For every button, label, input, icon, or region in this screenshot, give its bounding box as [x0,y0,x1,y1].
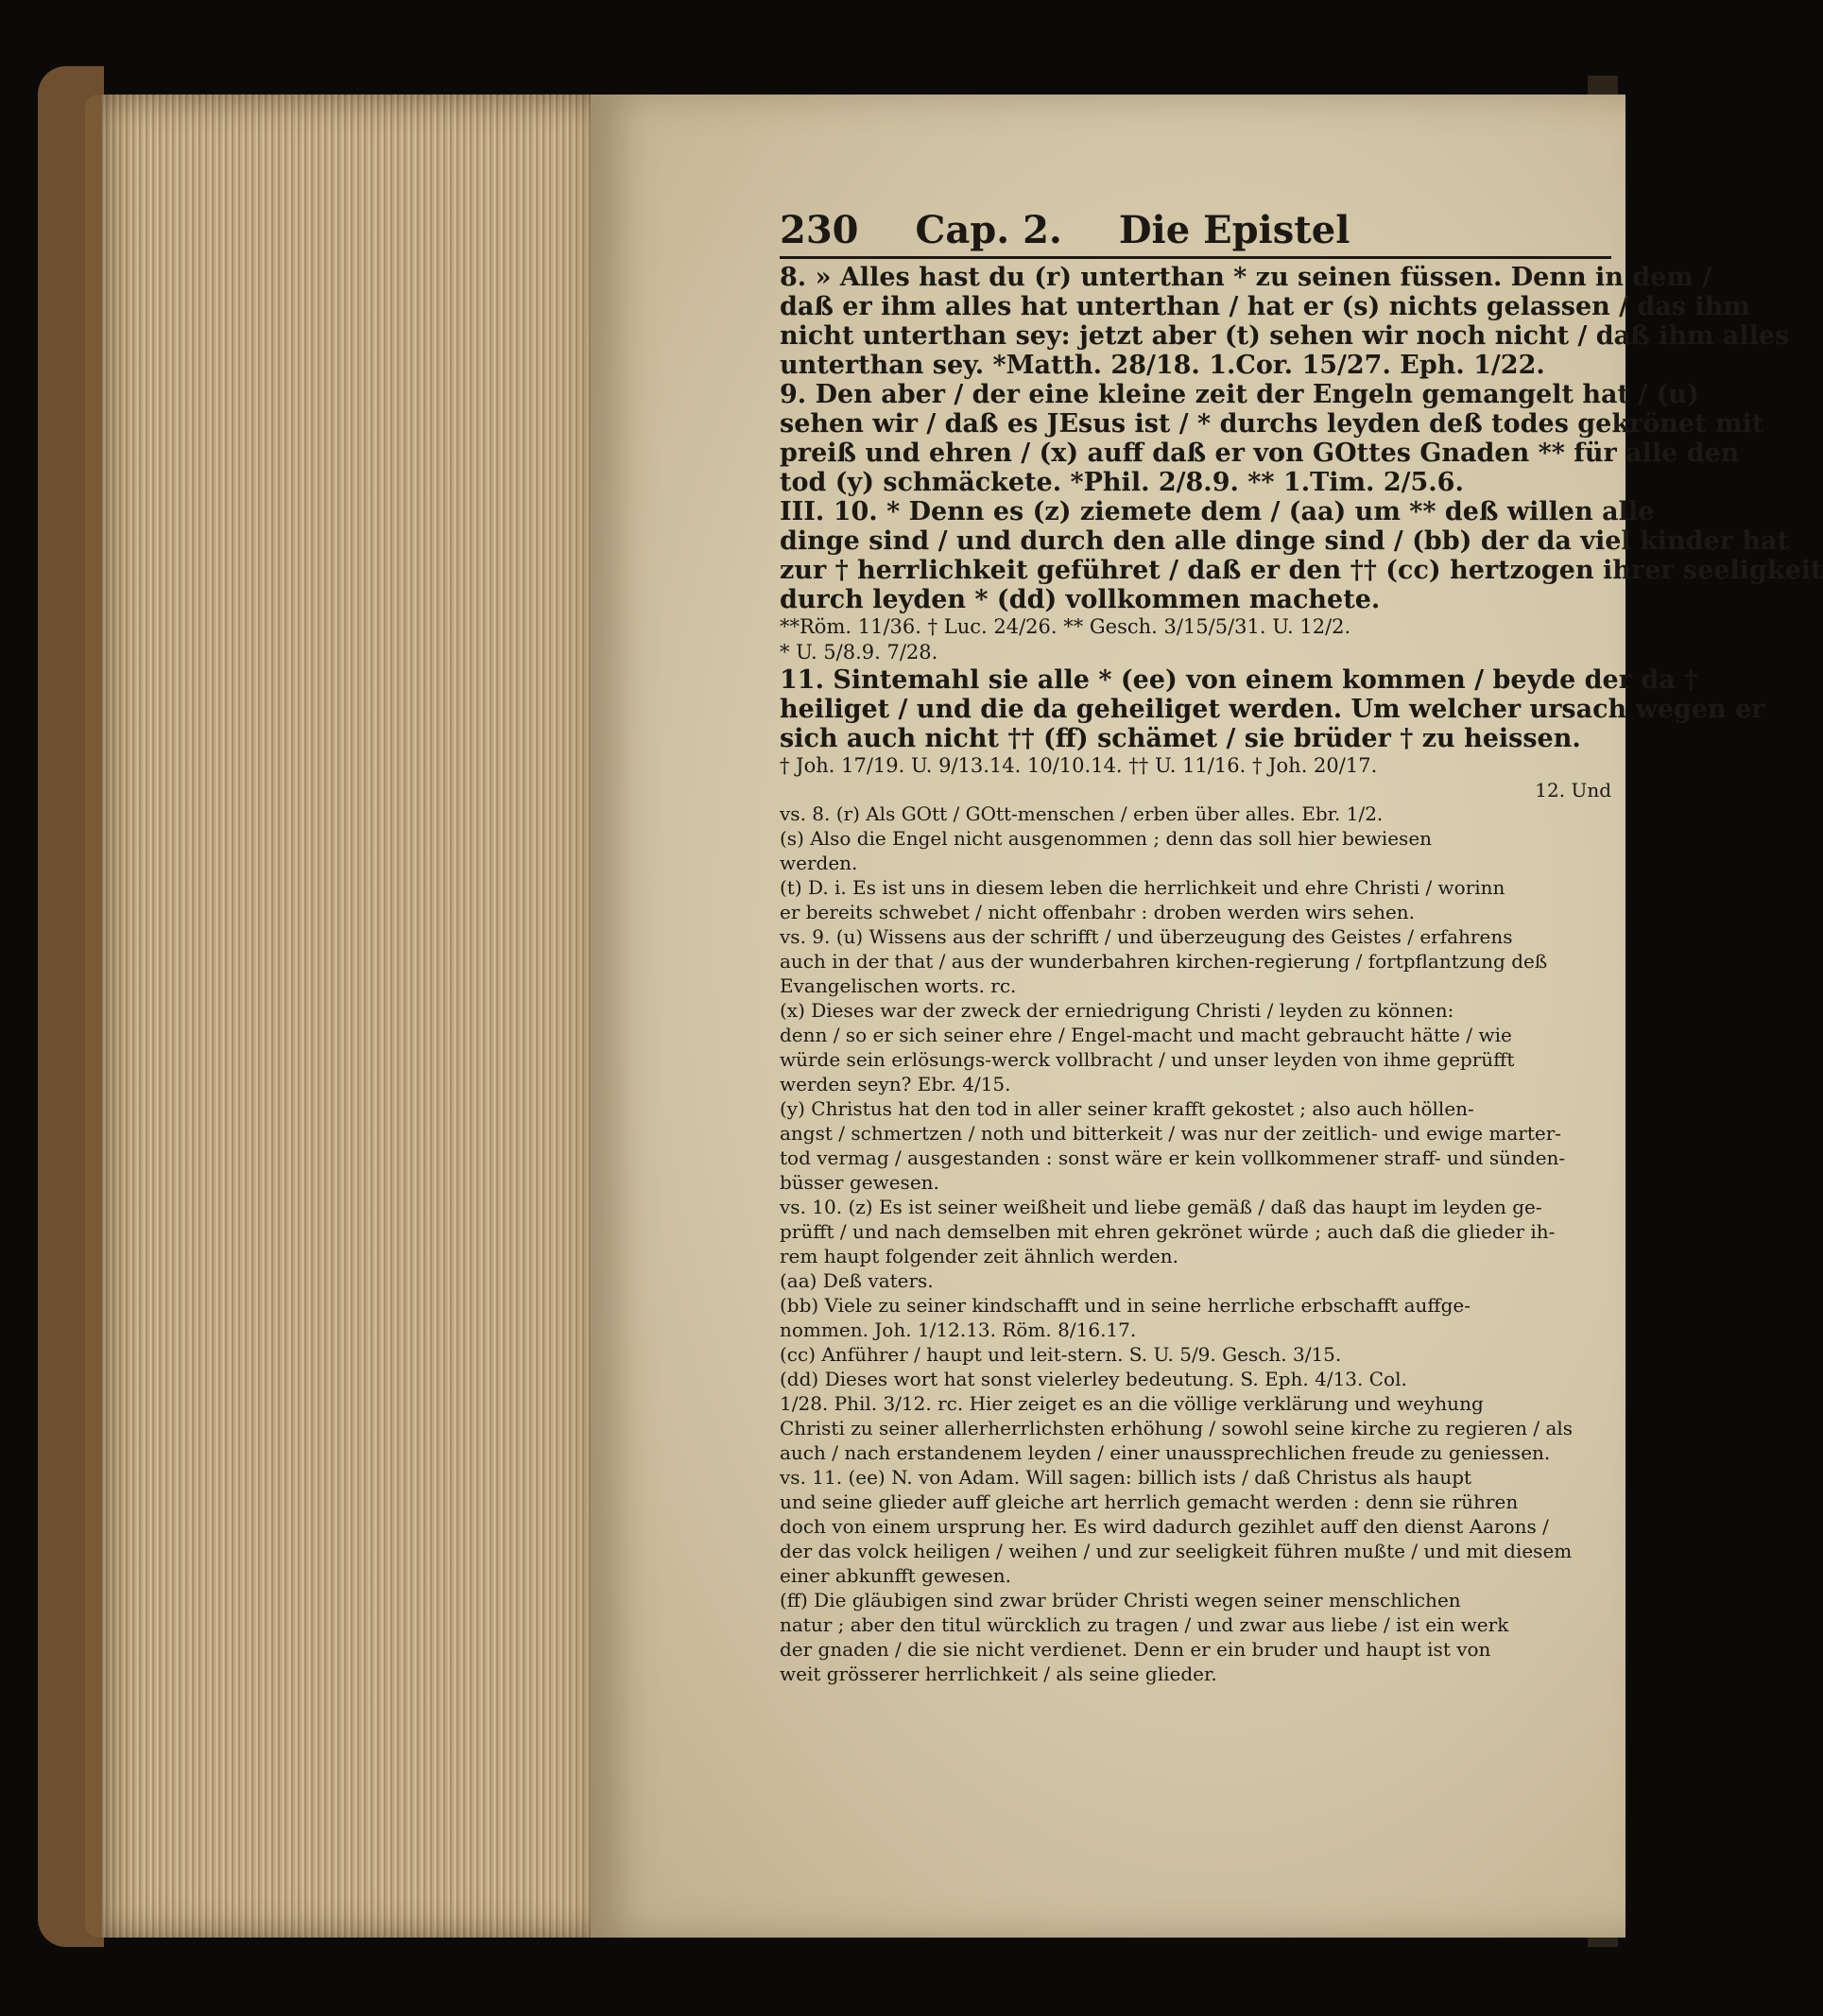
text-line: vs. 10. (z) Es ist seiner weißheit und liebe gemäß / daß das haupt im leyden ge- [780,1196,1542,1218]
text-line: (cc) Anführer / haupt und leit-stern. S. U. 5/9. Gesch. 3/15. [780,1343,1342,1366]
text-line: tod (y) schmäckete. *Phil. 2/8.9. ** 1.Tim. 2/5.6. [780,468,1464,497]
text-line: einer abkunfft gewesen. [780,1564,1012,1587]
page-edges [85,95,603,1938]
text-line: * U. 5/8.9. 7/28. [780,641,938,663]
text-line: III. 10. * Denn es (z) ziemete dem / (aa) um ** deß willen alle [780,497,1655,526]
text-line: zur † herrlichkeit geführet / daß er den †† (cc) hertzogen ihrer seeligkeit [780,556,1823,585]
references-1 [780,614,1611,665]
text-line: doch von einem ursprung her. Es wird dadurch gezihlet auff den dienst Aarons / [780,1515,1549,1538]
text-line: daß er ihm alles hat unterthan / hat er (s) nichts gelassen / das ihm [780,292,1750,321]
text-line: tod vermag / ausgestanden : sonst wäre er kein vollkommener straff- und sünden- [780,1146,1566,1169]
text-line: er bereits schwebet / nicht offenbahr : droben werden wirs sehen. [780,901,1416,923]
text-line: sich auch nicht †† (ff) schämet / sie brüder † zu heissen. [780,724,1581,753]
references-2 [780,753,1611,779]
text-line: prüfft / und nach demselben mit ehren gekrönet würde ; auch daß die glieder ih- [780,1220,1556,1243]
text-line: auch in der that / aus der wunderbahren kirchen-regierung / fortpflantzung deß [780,950,1548,973]
text-line: 11. Sintemahl sie alle * (ee) von einem kommen / beyde der da † [780,665,1698,695]
text-line: weit grösserer herrlichkeit / als seine glieder. [780,1663,1217,1685]
text-line: büsser gewesen. [780,1171,939,1194]
text-line: 1/28. Phil. 3/12. rc. Hier zeiget es an die völlige verklärung und weyhung [780,1392,1484,1415]
text-line: natur ; aber den titul würcklich zu tragen / und zwar aus liebe / ist ein werk [780,1613,1509,1636]
text-line: vs. 9. (u) Wissens aus der schrifft / und überzeugung des Geistes / erfahrens [780,925,1513,948]
text-line: der gnaden / die sie nicht verdienet. Denn er ein bruder und haupt ist von [780,1638,1491,1661]
text-line: und seine glieder auff gleiche art herrlich gemacht werden : denn sie rühren [780,1490,1519,1513]
text-line: rem haupt folgender zeit ähnlich werden. [780,1245,1178,1267]
commentary-notes [780,801,1611,1686]
text-line: Christi zu seiner allerherrlichsten erhöhung / sowohl seine kirche zu regieren / als [780,1417,1574,1439]
text-line: (t) D. i. Es ist uns in diesem leben die herrlichkeit und ehre Christi / worinn [780,876,1505,899]
text-line: (dd) Dieses wort hat sonst vielerley bedeutung. S. Eph. 4/13. Col. [780,1368,1407,1390]
text-line: werden. [780,852,858,874]
text-line: nommen. Joh. 1/12.13. Röm. 8/16.17. [780,1318,1137,1341]
text-line: 9. Den aber / der eine kleine zeit der Engeln gemangelt hat / (u) [780,380,1699,409]
text-line: (ff) Die gläubigen sind zwar brüder Christi wegen seiner menschlichen [780,1589,1461,1611]
main-text [780,263,1823,614]
text-line: auch / nach erstandenem leyden / einer unaussprechlichen freude zu geniessen. [780,1441,1551,1464]
text-line: **Röm. 11/36. † Luc. 24/26. ** Gesch. 3/15/5/31. U. 12/2. [780,615,1351,638]
main-text-2 [780,665,1765,753]
text-line: Evangelischen worts. rc. [780,974,1017,997]
page-text [780,208,1823,1686]
catchword: 12. Und [1535,779,1611,801]
text-line: (y) Christus hat den tod in aller seiner krafft gekostet ; also auch höllen- [780,1097,1474,1120]
text-line: (bb) Viele zu seiner kindschafft und in seine herrliche erbschafft auffge- [780,1294,1470,1317]
text-line: (x) Dieses war der zweck der erniedrigung Christi / leyden zu können: [780,999,1454,1022]
text-line: vs. 8. (r) Als GOtt / GOtt-menschen / erben über alles. Ebr. 1/2. [780,802,1384,825]
running-header [780,208,1611,259]
text-line: preiß und ehren / (x) auff daß er von GOttes Gnaden ** für alle den [780,439,1740,468]
page [591,95,1823,1938]
text-line: angst / schmertzen / noth und bitterkeit / was nur der zeitlich- und ewige marter- [780,1122,1562,1145]
open-book [38,57,1823,1947]
text-line: denn / so er sich seiner ehre / Engel-macht und macht gebraucht hätte / wie [780,1024,1512,1046]
text-line: der das volck heiligen / weihen / und zur seeligkeit führen mußte / und mit diesem [780,1540,1573,1562]
text-line: nicht unterthan sey: jetzt aber (t) sehen wir noch nicht / daß ihm alles [780,321,1790,351]
text-line: würde sein erlösungs-werck vollbracht / und unser leyden von ihme geprüfft [780,1048,1515,1071]
text-line: werden seyn? Ebr. 4/15. [780,1073,1011,1095]
text-line: heiliget / und die da geheiliget werden. Um welcher ursach wegen er [780,695,1765,724]
page-title: Die Epistel [1118,208,1350,252]
text-line: 8. » Alles hast du (r) unterthan * zu seinen füssen. Denn in dem / [780,263,1712,292]
text-line: † Joh. 17/19. U. 9/13.14. 10/10.14. †† U. 11/16. † Joh. 20/17. [780,754,1378,777]
chapter-label: Cap. 2. [915,208,1062,252]
text-line: (aa) Deß vaters. [780,1269,934,1292]
text-line: (s) Also die Engel nicht ausgenommen ; denn das soll hier bewiesen [780,827,1433,850]
text-line: sehen wir / daß es JEsus ist / * durchs leyden deß todes gekrönet mit [780,409,1764,439]
text-line: dinge sind / und durch den alle dinge sind / (bb) der da viel kinder hat [780,526,1789,556]
text-line: durch leyden * (dd) vollkommen machete. [780,585,1381,614]
text-line: unterthan sey. *Matth. 28/18. 1.Cor. 15/27. Eph. 1/22. [780,351,1545,380]
text-line: vs. 11. (ee) N. von Adam. Will sagen: billich ists / daß Christus als haupt [780,1466,1472,1489]
page-number: 230 [780,208,859,252]
